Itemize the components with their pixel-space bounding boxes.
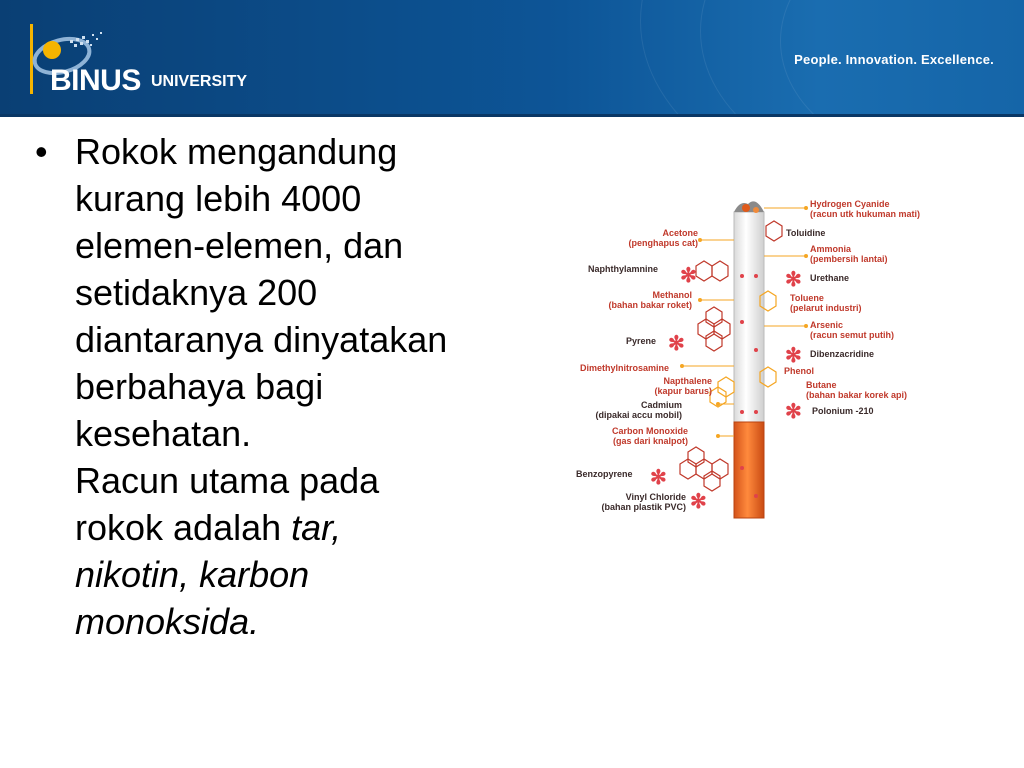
asterisk-icon: ✻ [785,401,802,423]
label-urethane: Urethane [810,273,850,283]
label-butane: Butane (bahan bakar korek api) [806,380,908,400]
logo-suffix-text: UNIVERSITY [151,73,248,90]
body-line: setidaknya 200 [75,272,318,313]
header-banner [0,0,1024,117]
label-pyrene: Pyrene [626,336,657,346]
label-arsenic: Arsenic (racun semut putih) [810,320,895,340]
header-tagline: People. Innovation. Excellence. [794,52,994,67]
label-toluene: Toluene (pelarut industri) [790,293,862,313]
label-napthalene: Napthalene (kapur barus) [654,376,712,396]
asterisk-icon: ✻ [668,333,685,355]
label-polonium: Polonium -210 [812,406,874,416]
label-acetone: Acetone (penghapus cat) [628,228,698,248]
slide-body [30,128,550,645]
emphasis-line: monoksida. [75,601,260,642]
label-benzopyrene: Benzopyrene [576,469,633,479]
logo-brand-text: BINUS [50,64,141,97]
body-line: Rokok mengandung [75,131,398,172]
asterisk-icon: ✻ [680,265,697,287]
body-line: kesehatan. [75,413,252,454]
body-text: rokok adalah [75,507,292,548]
label-methanol: Methanol (bahan bakar roket) [608,290,692,310]
emphasis-text: tar, [291,507,342,548]
cigarette-diagram [570,190,950,530]
body-line [75,504,550,551]
label-toluidine: Toluidine [786,228,826,238]
body-line: Racun utama pada [75,460,380,501]
body-line: elemen-elemen, dan [75,225,404,266]
bullet-dot: • [35,131,48,172]
cigarette-chemicals-illustration [570,190,950,530]
header-divider [0,114,1024,117]
bullet-item [30,128,550,645]
label-carbon-monoxide: Carbon Monoxide (gas dari knalpot) [612,426,688,446]
body-line: kurang lebih 4000 [75,178,362,219]
label-dimethylnitrosamine: Dimethylnitrosamine [580,363,670,373]
body-line: diantaranya dinyatakan [75,319,448,360]
label-naphthylamine: Naphthylamnine [588,264,659,274]
label-ammonia: Ammonia (pembersih lantai) [810,244,888,264]
label-dibenzacridine: Dibenzacridine [810,349,875,359]
asterisk-icon: ✻ [650,467,667,489]
asterisk-icon: ✻ [785,345,802,367]
label-phenol: Phenol [784,366,815,376]
asterisk-icon: ✻ [785,269,802,291]
body-line: berbahaya bagi [75,366,324,407]
label-cadmium: Cadmium (dipakai accu mobil) [595,400,682,420]
label-hydrogen-cyanide: Hydrogen Cyanide (racun utk hukuman mati) [810,199,921,219]
label-vinyl-chloride: Vinyl Chloride (bahan plastik PVC) [601,492,686,512]
asterisk-icon: ✻ [690,491,707,513]
emphasis-line: nikotin, karbon [75,554,310,595]
